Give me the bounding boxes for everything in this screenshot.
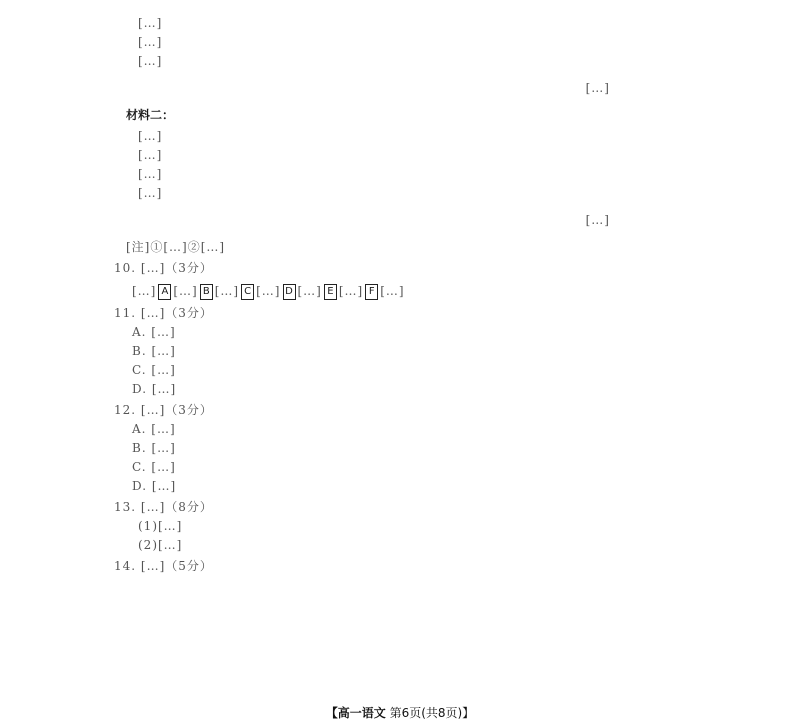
answer-marker-d[interactable]: D [283, 284, 296, 300]
question-12-stem: 12. […]（3分） [114, 403, 213, 417]
material-two-source: […] [585, 213, 610, 227]
material-two-paragraph: […] [138, 167, 163, 181]
material-two [114, 106, 610, 230]
sentence-segment: […] [173, 284, 198, 298]
sentence-segment: […] [338, 284, 364, 298]
footer-subject: 【高一语文 [325, 706, 386, 720]
material-one-paragraph: […] [138, 16, 163, 30]
question-12-option-d[interactable]: D. […] [132, 479, 177, 493]
question-12-option-c[interactable]: C. […] [132, 460, 176, 474]
sentence-segment: […] [380, 284, 405, 298]
question-14 [114, 557, 610, 576]
page-footer [0, 704, 800, 721]
question-11-option-a[interactable]: A. […] [132, 325, 176, 339]
question-10-stem: 10. […]（3分） [114, 261, 213, 275]
question-14-stem: 14. […]（5分） [114, 559, 213, 573]
material-one-paragraph: […] [138, 35, 163, 49]
question-12-option-b[interactable]: B. […] [132, 441, 176, 455]
material-two-paragraph: […] [138, 148, 163, 162]
question-13-item-2: (2)[…] [138, 538, 183, 552]
question-11-stem: 11. […]（3分） [114, 306, 213, 320]
answer-marker-b[interactable]: B [200, 284, 213, 300]
question-11 [114, 304, 610, 399]
material-one-paragraph: […] [138, 54, 163, 68]
material-one-source: […] [585, 81, 610, 95]
material-two-paragraph: […] [138, 186, 163, 200]
sentence-segment: […] [214, 284, 240, 298]
question-10-sentence [132, 280, 610, 302]
material-two-paragraph: […] [138, 129, 163, 143]
material-one [114, 14, 610, 98]
answer-marker-a[interactable]: A [158, 284, 171, 300]
answer-marker-f[interactable]: F [365, 284, 378, 300]
question-11-option-d[interactable]: D. […] [132, 382, 177, 396]
answer-marker-c[interactable]: C [241, 284, 254, 300]
question-13-stem: 13. […]（8分） [114, 500, 213, 514]
question-10 [114, 259, 610, 302]
question-11-option-b[interactable]: B. […] [132, 344, 176, 358]
material-two-heading: 材料二： [126, 108, 175, 122]
question-12 [114, 401, 610, 496]
sentence-segment: […] [256, 284, 281, 298]
footer-page-number: 第6页(共8页)】 [389, 706, 475, 720]
sentence-segment: […] [132, 284, 157, 298]
answer-marker-e[interactable]: E [324, 284, 337, 300]
sentence-segment: […] [297, 284, 322, 298]
question-12-option-a[interactable]: A. […] [132, 422, 176, 436]
question-13 [114, 498, 610, 555]
question-13-item-1: (1)[…] [138, 519, 183, 533]
question-11-option-c[interactable]: C. […] [132, 363, 176, 377]
annotation-note: [注]①[…]②[…] [126, 240, 226, 254]
